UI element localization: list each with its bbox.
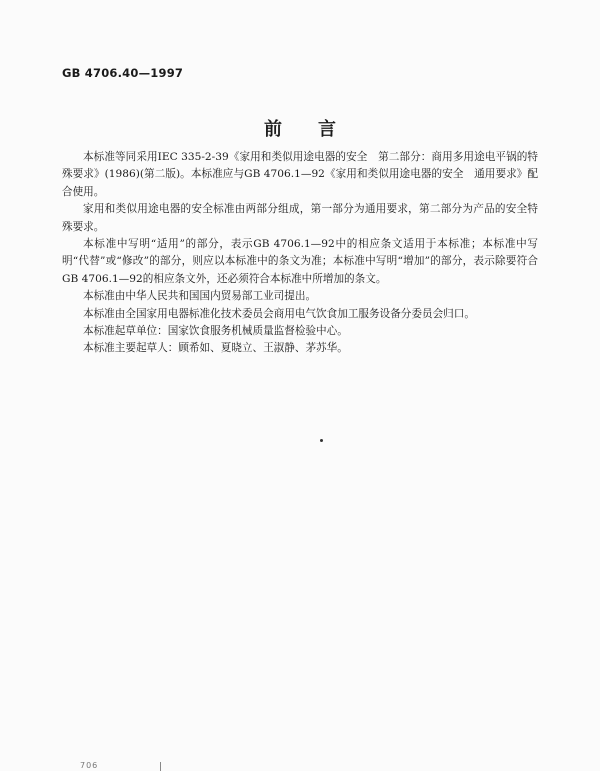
- paragraph-administration: 本标准由全国家用电器标准化技术委员会商用电气饮食加工服务设备分委员会归口。: [83, 307, 475, 320]
- paragraph-structure: 家用和类似用途电器的安全标准由两部分组成，第一部分为通用要求，第二部分为产品的安全特殊要求。: [62, 203, 538, 233]
- paragraph-adoption: 本标准等同采用IEC 335-2-39《家用和类似用途电器的安全 第二部分：商用多用途电平锅的特殊要求》(1986)(第二版)。本标准应与GB 4706.1—92《家用和类似用途电器的安全 通用要求》配合使用。: [62, 151, 538, 198]
- page-number: 706: [80, 761, 99, 770]
- scan-speck: [320, 439, 323, 442]
- paragraph-proposer: 本标准由中华人民共和国国内贸易部工业司提出。: [83, 290, 317, 303]
- paragraph-applicability: 本标准中写明“适用”的部分，表示GB 4706.1—92中的相应条文适用于本标准；本标准中写明“代替”或“修改”的部分，则应以本标准中的条文为准；本标准中写明“增加”的部分，表示除要符合GB 4706.1—92的相应条文外，还必须符合本标准中所增加的条文。: [62, 238, 538, 285]
- standard-code: GB 4706.40—1997: [62, 66, 184, 80]
- footer-mark: [160, 762, 161, 771]
- paragraph-drafters: 本标准主要起草人：顾希如、夏晓立、王淑静、茅苏华。: [83, 342, 348, 355]
- paragraph-drafting-unit: 本标准起草单位：国家饮食服务机械质量监督检验中心。: [83, 325, 348, 338]
- foreword-body: [62, 149, 538, 358]
- page-title: 前言: [264, 119, 372, 140]
